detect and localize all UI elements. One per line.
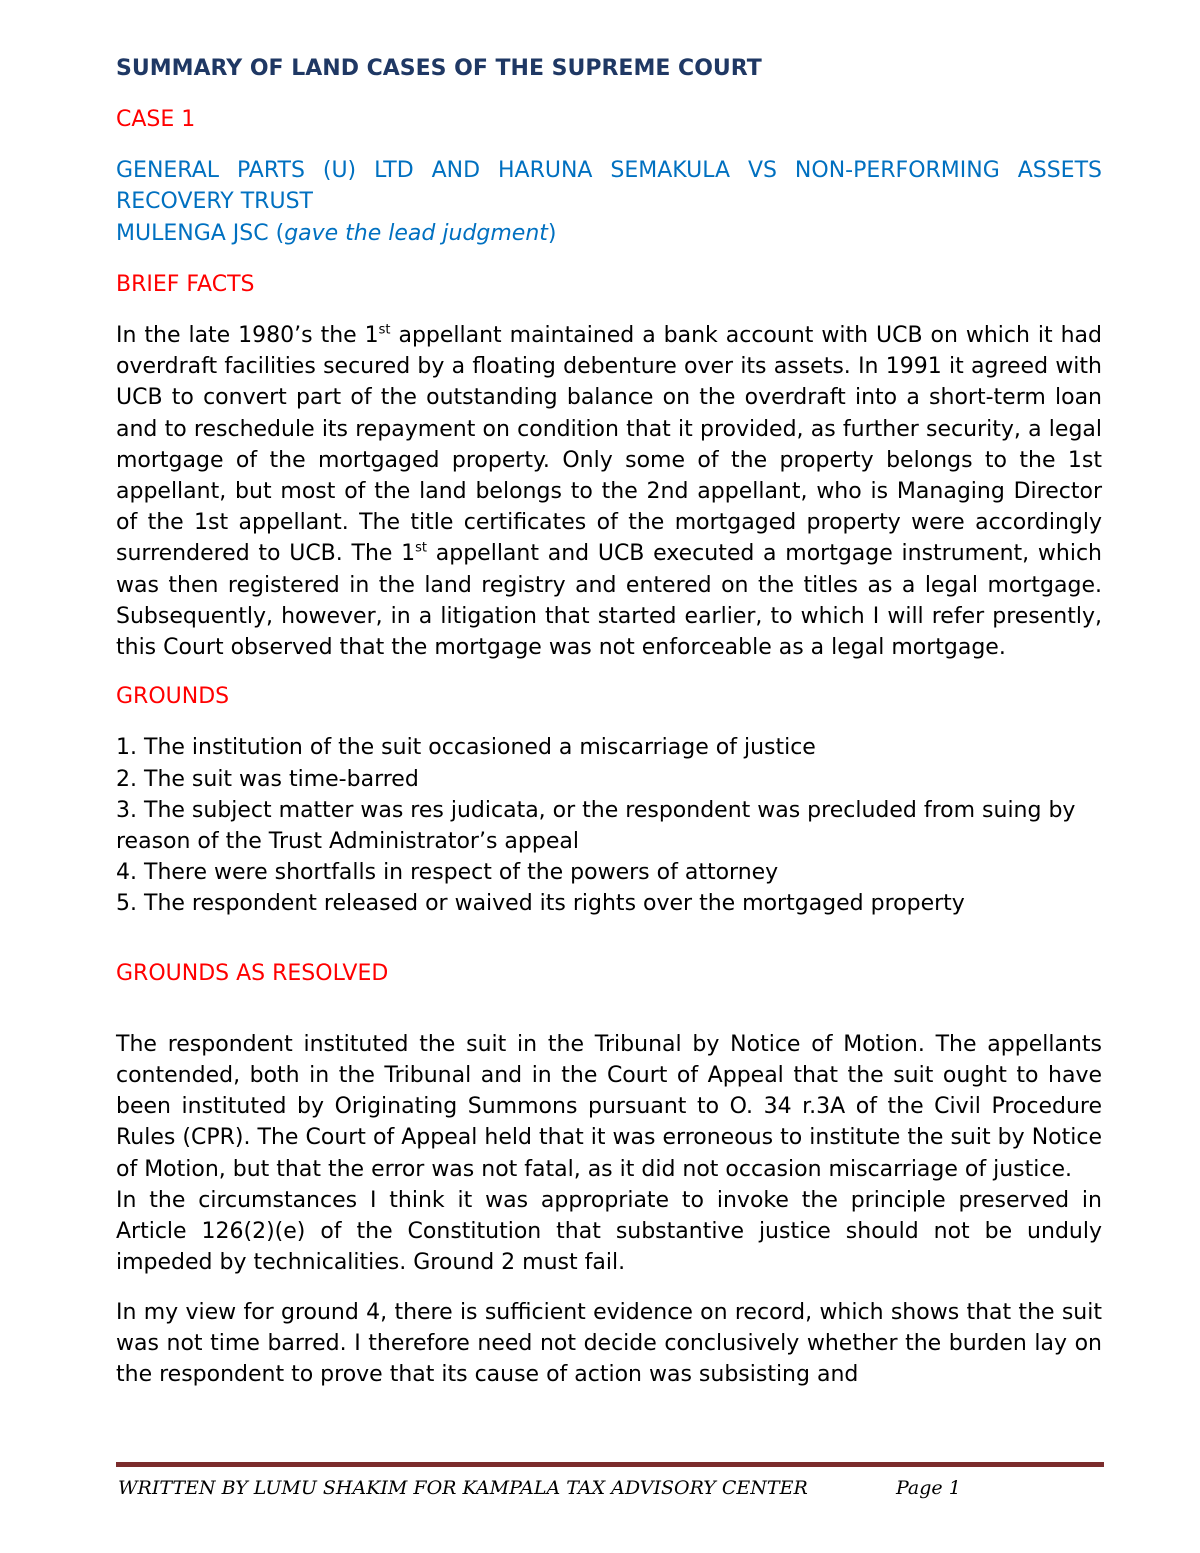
case-label: CASE 1 [116,107,196,132]
list-text: There were shortfalls in respect of the powers of attorney [144,860,779,886]
facts-text-1: In the late 1980’s the 1 [116,323,379,349]
grounds-resolved-heading: GROUNDS AS RESOLVED [116,960,389,986]
list-text: The suit was time-barred [144,766,419,792]
page-footer [118,1474,1104,1502]
list-item [116,888,1102,919]
list-number: 1. [116,735,137,761]
facts-sup-2: st [415,541,428,557]
judge-close: ) [547,220,557,246]
list-number: 4. [116,860,137,886]
document-title: SUMMARY OF LAND CASES OF THE SUPREME COURT [116,56,762,81]
case-header [116,155,1102,249]
footer-divider [116,1462,1104,1467]
facts-sup-1: st [378,322,391,338]
resolved-paragraph-2: In the circumstances I think it was appropriate to invoke the principle preserved in Article 126(2)(e) of the Constitution that substantive justice should not be unduly impeded by technicalities. Ground 2 must fail. [116,1187,1102,1276]
document-body [116,54,1102,1390]
resolved-paragraph-3: In my view for ground 4, there is sufficient evidence on record, which shows that the suit was not time barred. I therefore need not decide conclusively whether the burden lay on the respondent to prove that its cause of action was subsisting and [116,1299,1102,1387]
judge-name: MULENGA JSC ( [116,220,285,246]
list-item [116,857,1102,888]
grounds-heading: GROUNDS [116,684,230,710]
list-number: 5. [116,891,137,917]
grounds-list [116,732,1102,919]
facts-text-2: appellant maintained a bank account with UCB on which it had overdraft facilities secured by a floating debenture over its assets. In 1991 it agreed with UCB to convert part of the outstanding balance on the overdraft into a short-term loan and to reschedule its repayment on condition that it provided, as further security, a legal mortgage of the mortgaged property. Only some of the property belongs to the 1st appellant, but most of the land belongs to the 2nd appellant, who is Managing Director of the 1st appellant. The title certificates of the mortgaged property were accordingly surrendered to UCB. The 1 [116,323,1102,567]
page-number: Page 1 [896,1477,961,1499]
brief-facts-paragraph [116,320,1102,663]
list-number: 3. [116,797,137,823]
footer-credit: WRITTEN BY LUMU SHAKIM FOR KAMPALA TAX ADVISORY CENTER [118,1477,808,1499]
list-item [116,764,1102,795]
list-text: The subject matter was res judicata, or the respondent was precluded from suing by reason of the Trust Administrator’s appeal [116,797,1076,855]
facts-text-3: appellant and UCB executed a mortgage instrument, which was then registered in the land registry and entered on the titles as a legal mortgage. Subsequently, however, in a litigation that started earlier, to which I will refer presently, this Court observed that the mortgage was not enforceable as a legal mortgage. [116,541,1103,661]
list-text: The institution of the suit occasioned a miscarriage of justice [144,735,816,761]
list-number: 2. [116,766,137,792]
brief-facts-heading: BRIEF FACTS [116,271,255,297]
list-text: The respondent released or waived its rights over the mortgaged property [144,891,965,917]
list-item [116,795,1102,857]
list-item [116,732,1102,763]
case-name: GENERAL PARTS (U) LTD AND HARUNA SEMAKULA VS NON-PERFORMING ASSETS RECOVERY TRUST [116,158,1102,215]
judge-line [116,218,1102,249]
resolved-paragraph-1: The respondent instituted the suit in the Tribunal by Notice of Motion. The appellants contended, both in the Tribunal and in the Court of Appeal that the suit ought to have been instituted by Originating Summons pursuant to O. 34 r.3A of the Civil Procedure Rules (CPR). The Court of Appeal held that it was erroneous to institute the suit by Notice of Motion, but that the error was not fatal, as it did not occasion miscarriage of justice. [116,1031,1102,1182]
judge-note: gave the lead judgment [284,220,548,246]
